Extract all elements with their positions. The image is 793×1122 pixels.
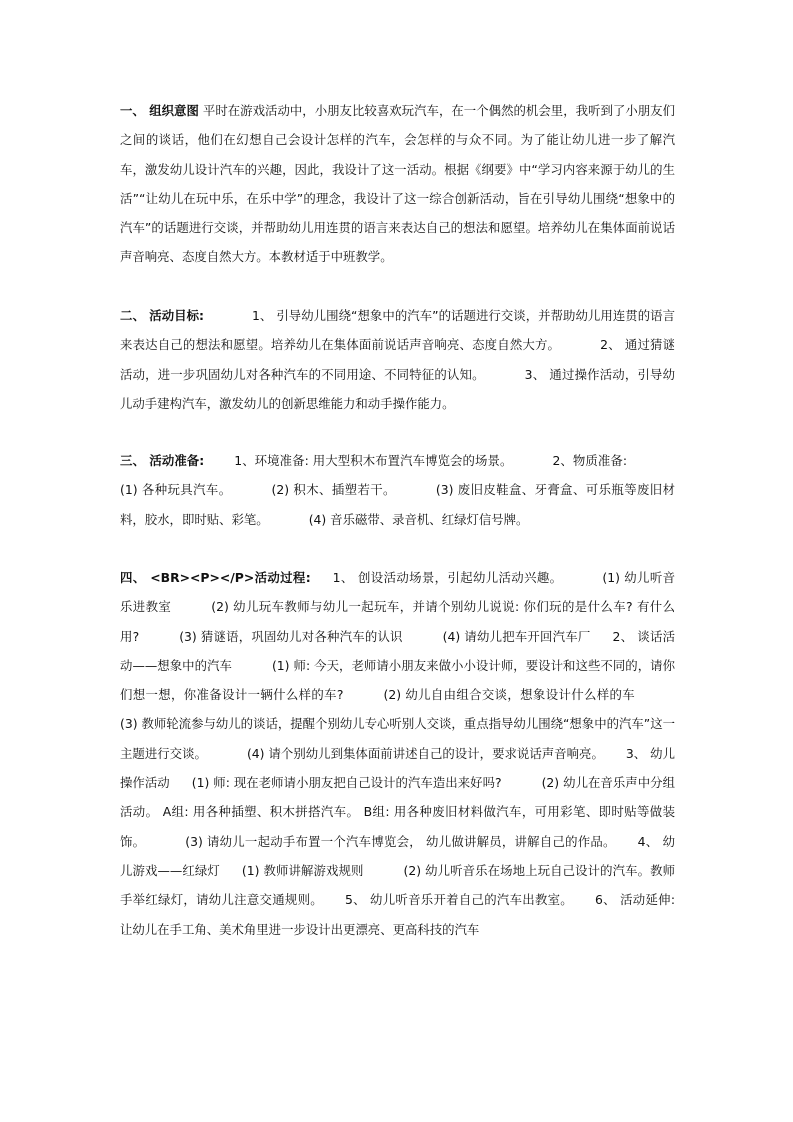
- section-body: 平时在游戏活动中，小朋友比较喜欢玩汽车，在一个偶然的机会里，我听到了小朋友们之间的谈话，他们在幻想自己会设计怎样的汽车，会怎样的与众不同。为了能让幼儿进一步了解汽车，激发幼儿设计汽车的兴趣，因此，我设计了这一活动。根据《纲要》中“学习内容来源于幼儿的生活”“让幼儿在玩中乐，在乐中学”的理念，我设计了这一综合创新活动，旨在引导幼儿围绕“想象中的汽车”的话题进行交谈，并帮助幼儿用连贯的语言来表达自己的想法和愿望。培养幼儿在集体面前说话声音响亮、态度自然大方。本教材适于中班教学。: [120, 103, 675, 265]
- process-item: (4) 请幼儿把车开回汽车厂: [442, 628, 591, 644]
- prep-item: (3) 废旧皮鞋盒、牙膏盒、可乐瓶等废旧材料，胶水，即时贴、彩笔。: [120, 482, 675, 527]
- section-heading: 三、 活动准备:: [120, 453, 205, 468]
- section-activity-preparation: [120, 446, 675, 534]
- process-item: (3) 教师轮流参与幼儿的谈话，提醒个别幼儿专心听别人交谈，重点指导幼儿围绕“想象中的汽车”这一主题进行交谈。: [120, 716, 675, 761]
- prep-item: (2) 积木、插塑若干。: [271, 482, 396, 498]
- prep-item: (4) 音乐磁带、录音机、红绿灯信号牌。: [308, 511, 529, 527]
- section-heading: 二、 活动目标:: [120, 308, 204, 323]
- prep-item: (1) 各种玩具汽车。: [120, 482, 232, 498]
- process-item: 3、 幼儿操作活动: [120, 745, 675, 791]
- prep-item: 2、物质准备:: [552, 453, 627, 468]
- goal-item: 1、 引导幼儿围绕“想象中的汽车”的话题进行交谈，并帮助幼儿用连贯的语言来表达自己的想法和愿望。培养幼儿在集体面前说话声音响亮、态度自然大方。: [120, 308, 675, 353]
- process-item: (1) 师: 今天，老师请小朋友来做小小设计师，要设计和这些不同的，请你们想一想，你准备设计一辆什么样的车?: [120, 657, 676, 703]
- process-item: (3) 猜谜语，巩固幼儿对各种汽车的认识: [179, 628, 403, 644]
- section-activity-process: [120, 563, 675, 944]
- section-heading: 一、 组织意图: [120, 103, 199, 118]
- process-item: (1) 幼儿听音乐进教室: [120, 570, 675, 615]
- goal-item: 2、 通过猜谜活动，进一步巩固幼儿对各种汽车的不同用途、不同特征的认知。: [120, 337, 676, 382]
- process-item: (1) 师: 现在老师请小朋友把自己设计的汽车造出来好吗?: [191, 775, 502, 791]
- process-item: (3) 请幼儿一起动手布置一个汽车博览会， 幼儿做讲解员，讲解自己的作品。: [185, 833, 616, 849]
- process-item: 1、 创设活动场景，引起幼儿活动兴趣。: [332, 570, 563, 585]
- process-item: (1) 教师讲解游戏规则: [241, 862, 364, 878]
- prep-item: 1、环境准备: 用大型积木布置汽车博览会的场景。: [234, 453, 513, 468]
- section-activity-goals: [120, 301, 675, 418]
- goal-item: 3、 通过操作活动，引导幼儿动手建构汽车，激发幼儿的创新思维能力和动手操作能力。: [120, 366, 675, 411]
- process-item: (2) 幼儿在音乐声中分组活动。 A组: 用各种插塑、积木拼搭汽车。 B组: 用各种废旧材料做汽车，可用彩笔、即时贴等做装饰。: [120, 775, 675, 849]
- process-item: 2、 谈话活动——想象中的汽车: [120, 628, 675, 673]
- process-item: (2) 幼儿自由组合交谈，想象设计什么样的车: [383, 687, 635, 703]
- process-item: (2) 幼儿听音乐在场地上玩自己设计的汽车。教师手举红绿灯，请幼儿注意交通规则。: [120, 862, 675, 908]
- process-item: 4、 幼儿游戏——红绿灯: [120, 833, 676, 878]
- process-item: 5、 幼儿听音乐开着自己的汽车出教室。: [344, 892, 573, 908]
- process-item: (2) 幼儿玩车教师与幼儿一起玩车，并请个别幼儿说说: 你们玩的是什么车? 有什么用?: [120, 599, 675, 644]
- process-item: (4) 请个别幼儿到集体面前讲述自己的设计，要求说话声音响亮。: [246, 745, 604, 761]
- process-item: 6、 活动延伸: 让幼儿在手工角、美术角里进一步设计出更漂亮、更高科技的汽车: [120, 892, 676, 937]
- section-heading: 四、 <BR><P></P>活动过程:: [120, 570, 311, 585]
- section-organization-intent: [120, 96, 675, 272]
